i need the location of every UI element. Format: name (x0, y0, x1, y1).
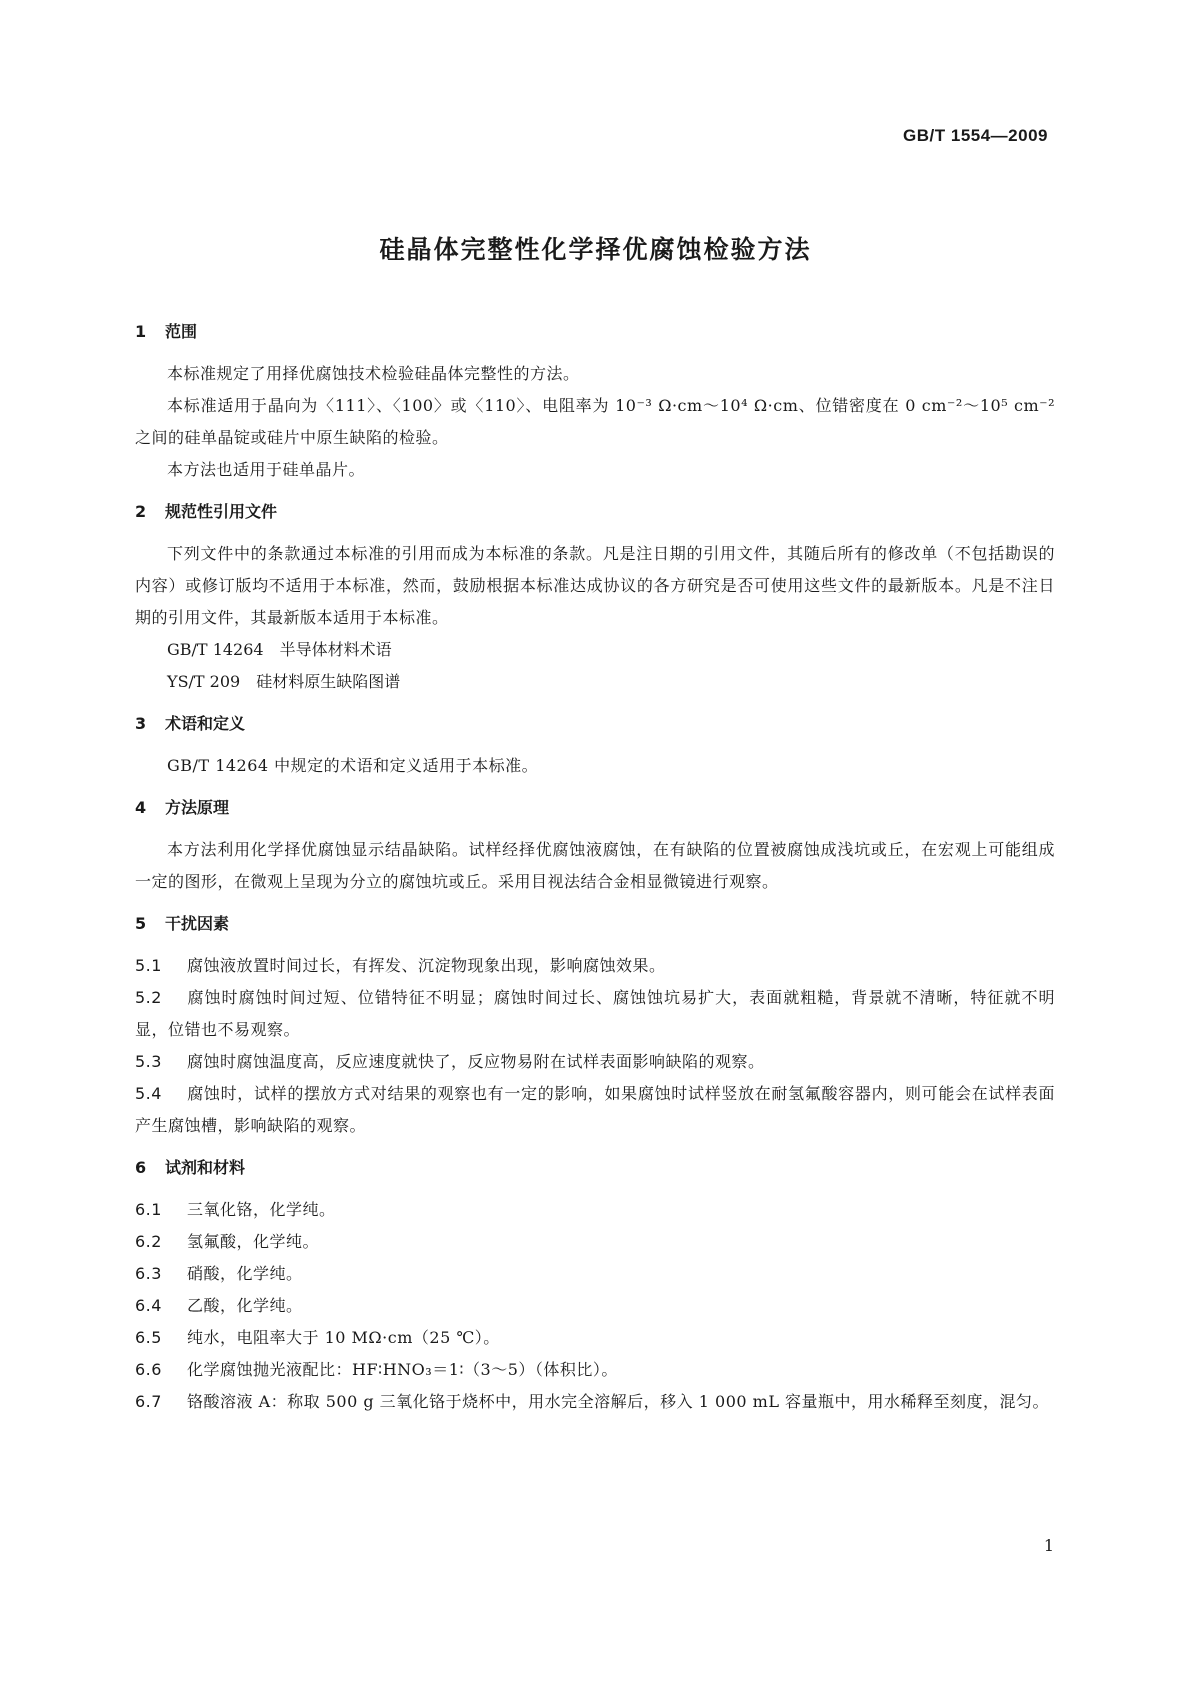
clause-item (135, 950, 1055, 982)
document-title: 硅晶体完整性化学择优腐蚀检验方法 (379, 235, 812, 264)
clause-item (135, 1290, 1055, 1322)
scope-paragraph-2: 本标准适用于晶向为〈111〉、〈100〉或〈110〉、电阻率为 10⁻³ Ω·cm～10⁴ Ω·cm、位错密度在 0 cm⁻²～10⁵ cm⁻²之间的硅单晶锭或硅片中原生缺陷的检验。 (135, 396, 1055, 447)
clause-text: 氢氟酸，化学纯。 (187, 1232, 320, 1251)
clause-number: 6.5 (135, 1328, 162, 1347)
clause-text: 三氧化铬，化学纯。 (187, 1200, 336, 1219)
standard-code: GB/T 1554—2009 (903, 126, 1048, 145)
clause-item (135, 1386, 1055, 1418)
clause-number: 6.2 (135, 1232, 162, 1251)
clause-text: 铬酸溶液 A：称取 500 g 三氧化铬于烧杯中，用水完全溶解后，移入 1 000 mL 容量瓶中，用水稀释至刻度，混匀。 (187, 1392, 1050, 1411)
clause-number: 6.3 (135, 1264, 162, 1283)
reference-item (135, 634, 1055, 666)
section-6-heading (135, 1156, 1055, 1180)
section-title: 方法原理 (165, 798, 230, 817)
clause-item (135, 1226, 1055, 1258)
section-number: 1 (135, 322, 147, 341)
section-5-heading (135, 912, 1055, 936)
clause-number: 5.1 (135, 956, 162, 975)
section-title: 干扰因素 (165, 914, 230, 933)
clause-item (135, 1322, 1055, 1354)
section-1-heading (135, 320, 1055, 344)
clause-text: 纯水，电阻率大于 10 MΩ·cm（25 ℃）。 (187, 1328, 500, 1347)
reference-name: 硅材料原生缺陷图谱 (256, 672, 401, 691)
section-number: 2 (135, 502, 147, 521)
reference-code: GB/T 14264 (167, 640, 264, 659)
reference-item (135, 666, 1055, 698)
clause-text: 腐蚀时腐蚀温度高，反应速度就快了，反应物易附在试样表面影响缺陷的观察。 (187, 1052, 765, 1071)
clause-number: 5.2 (135, 988, 162, 1007)
clause-item (135, 1194, 1055, 1226)
section-title: 范围 (165, 322, 198, 341)
clause-text: 腐蚀液放置时间过长，有挥发、沉淀物现象出现，影响腐蚀效果。 (187, 956, 666, 975)
section-number: 3 (135, 714, 147, 733)
reference-name: 半导体材料术语 (279, 640, 392, 659)
clause-number: 5.4 (135, 1084, 162, 1103)
section-3-heading (135, 712, 1055, 736)
reference-code: YS/T 209 (167, 672, 241, 691)
clause-number: 6.1 (135, 1200, 162, 1219)
clause-number: 6.7 (135, 1392, 162, 1411)
section-2-heading (135, 500, 1055, 524)
clause-number: 6.4 (135, 1296, 162, 1315)
scope-paragraph-3: 本方法也适用于硅单晶片。 (167, 460, 366, 479)
clause-text: 乙酸，化学纯。 (187, 1296, 303, 1315)
scope-paragraph-1: 本标准规定了用择优腐蚀技术检验硅晶体完整性的方法。 (167, 364, 580, 383)
clause-text: 硝酸，化学纯。 (187, 1264, 303, 1283)
clause-item (135, 1258, 1055, 1290)
principle-paragraph: 本方法利用化学择优腐蚀显示结晶缺陷。试样经择优腐蚀液腐蚀，在有缺陷的位置被腐蚀成浅坑或丘，在宏观上可能组成一定的图形，在微观上呈现为分立的腐蚀坑或丘。采用目视法结合金相显微镜进行观察。 (135, 840, 1055, 891)
clause-number: 5.3 (135, 1052, 162, 1071)
section-number: 6 (135, 1158, 147, 1177)
section-number: 4 (135, 798, 147, 817)
section-number: 5 (135, 914, 147, 933)
page-number: 1 (1043, 1536, 1054, 1555)
clause-item (135, 982, 1055, 1046)
clause-text: 腐蚀时腐蚀时间过短、位错特征不明显；腐蚀时间过长、腐蚀蚀坑易扩大，表面就粗糙，背景就不清晰，特征就不明显，位错也不易观察。 (135, 988, 1055, 1039)
document-body (135, 320, 1055, 1418)
section-title: 试剂和材料 (165, 1158, 246, 1177)
clause-number: 6.6 (135, 1360, 162, 1379)
section-title: 规范性引用文件 (165, 502, 278, 521)
clause-text: 腐蚀时，试样的摆放方式对结果的观察也有一定的影响，如果腐蚀时试样竖放在耐氢氟酸容器内，则可能会在试样表面产生腐蚀槽，影响缺陷的观察。 (135, 1084, 1055, 1135)
clause-item (135, 1078, 1055, 1142)
clause-text: 化学腐蚀抛光液配比：HF∶HNO₃＝1∶（3～5）（体积比）。 (187, 1360, 618, 1379)
clause-item (135, 1046, 1055, 1078)
terms-paragraph: GB/T 14264 中规定的术语和定义适用于本标准。 (167, 756, 539, 775)
section-title: 术语和定义 (165, 714, 246, 733)
clause-item (135, 1354, 1055, 1386)
section-4-heading (135, 796, 1055, 820)
normative-references-paragraph: 下列文件中的条款通过本标准的引用而成为本标准的条款。凡是注日期的引用文件，其随后所有的修改单（不包括勘误的内容）或修订版均不适用于本标准，然而，鼓励根据本标准达成协议的各方研究是否可使用这些文件的最新版本。凡是不注日期的引用文件，其最新版本适用于本标准。 (135, 544, 1055, 627)
